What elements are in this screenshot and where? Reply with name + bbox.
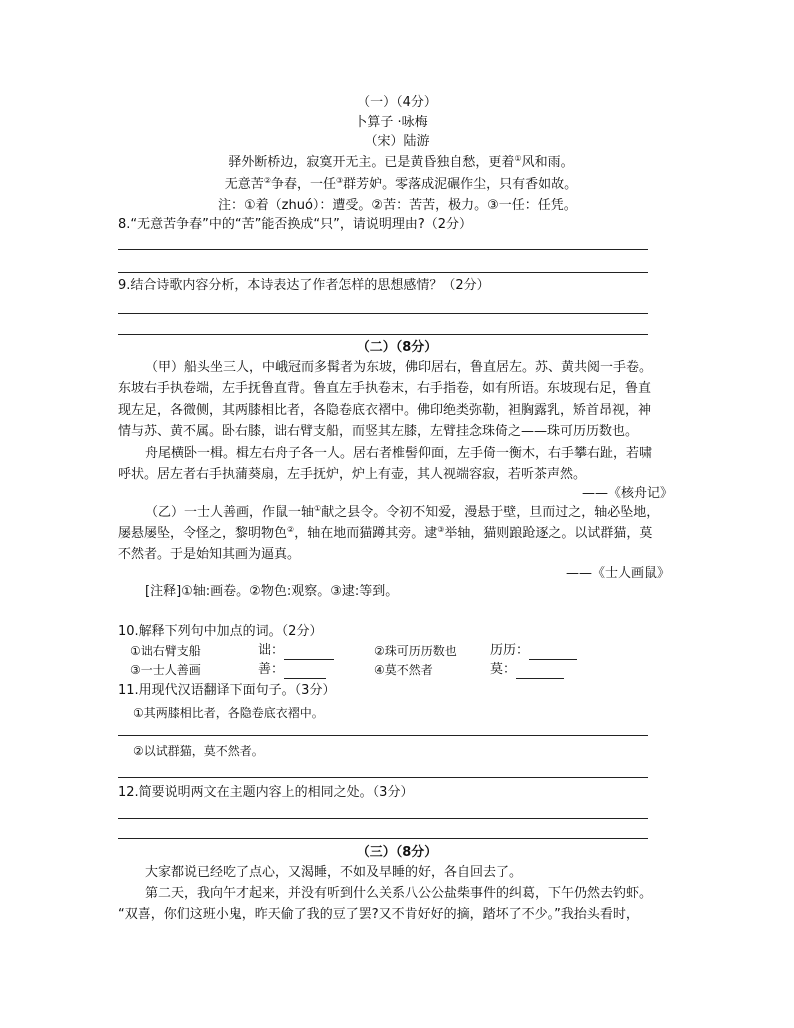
section-3-header: （三）（8分） — [356, 845, 438, 860]
footnote-marker: ③ — [336, 176, 344, 185]
passage-line: 屡悬屡坠，令怪之，黎明物色②，轴在地而猫蹲其旁。逮③举轴，猫则踉跄逐之。以试群猫，莫 — [118, 525, 653, 541]
poem-line-2: 无意苦②争春，一任③群芳妒。零落成泥碾作尘，只有香如故。 — [224, 176, 578, 192]
answer-line[interactable] — [118, 818, 648, 819]
question-10: 10.解释下列句中加点的词。（2分） — [118, 624, 323, 639]
answer-blank[interactable] — [529, 645, 577, 660]
answer-blank[interactable] — [516, 664, 564, 679]
q10-word: 善： — [258, 661, 326, 679]
poem-line-1: 驿外断桥边，寂寞开无主。已是黄昏独自愁，更着①风和雨。 — [228, 154, 574, 170]
q10-word: 诎： — [258, 642, 334, 660]
question-12: 12.简要说明两文在主题内容上的相同之处。（3分） — [118, 785, 414, 800]
question-11: 11.用现代汉语翻译下面句子。（3分） — [118, 683, 336, 698]
passage-line: （甲）船头坐三人，中峨冠而多髯者为东坡，佛印居右，鲁直居左。苏、黄共阅一手卷。 — [145, 360, 653, 375]
q10-word: 莫： — [490, 661, 564, 679]
passage-line: 舟尾横卧一楫。楫左右舟子各一人。居右者椎髻仰面，左手倚一衡木，右手攀右趾，若啸 — [145, 446, 653, 461]
q11-sentence: ①其两膝相比者，各隐卷底衣褶中。 — [133, 706, 324, 720]
question-8: 8.“无意苦争春”中的“苦”能否换成“只”，请说明理由?（2分） — [118, 217, 472, 232]
answer-line[interactable] — [118, 272, 648, 273]
source-citation: ——《核舟记》 — [582, 486, 674, 501]
passage-note: [注释]①轴:画卷。②物色:观察。③逮:等到。 — [145, 584, 399, 599]
q10-sentence: ②珠可历历数也 — [374, 644, 457, 658]
section-2-header: （二）（8分） — [356, 340, 438, 355]
passage-line: （乙）一士人善画，作鼠一轴①献之县令。令初不知爱，漫悬于壁，旦而过之，轴必坠地， — [145, 504, 660, 520]
footnote-marker: ① — [314, 504, 322, 513]
answer-line[interactable] — [118, 777, 648, 778]
poem-note: 注：①着（zhuó）：遭受。②苦：苦苦，极力。③一任：任凭。 — [218, 198, 577, 213]
footnote-marker: ③ — [437, 525, 445, 534]
passage-line: 情与苏、黄不属。卧右膝，诎右臂支船，而竖其左膝，左臂挂念珠倚之——珠可历历数也。 — [118, 424, 639, 439]
question-9: 9.结合诗歌内容分析，本诗表达了作者怎样的思想感情？（2分） — [118, 278, 490, 293]
answer-line[interactable] — [118, 838, 648, 839]
poem-author: （宋）陆游 — [364, 134, 430, 149]
answer-line[interactable] — [118, 313, 648, 314]
passage-line: 大家都说已经吃了点心，又渴睡，不如及早睡的好，各自回去了。 — [145, 865, 523, 880]
footnote-marker: ② — [287, 525, 295, 534]
answer-blank[interactable] — [284, 645, 334, 660]
q10-word: 历历： — [490, 642, 577, 660]
passage-line: 不然者。于是始知其画为逼真。 — [118, 547, 301, 562]
passage-line: 呼状。居左者右手执蒲葵扇，左手抚炉，炉上有壶，其人视端容寂，若听茶声然。 — [118, 467, 587, 482]
section-1-header: （一）（4分） — [357, 95, 437, 110]
answer-line[interactable] — [118, 735, 648, 736]
q10-sentence: ①诎右臂支船 — [130, 644, 201, 658]
q10-sentence: ③一士人善画 — [130, 663, 201, 677]
answer-blank[interactable] — [284, 664, 326, 679]
footnote-marker: ② — [263, 176, 271, 185]
answer-line[interactable] — [118, 249, 648, 250]
source-citation: ——《士人画鼠》 — [566, 566, 671, 581]
answer-line[interactable] — [118, 334, 648, 335]
q10-sentence: ④莫不然者 — [374, 663, 433, 677]
passage-line: 第二天，我向午才起来，并没有听到什么关系八公公盐柴事件的纠葛，下午仍然去钓虾。 — [145, 886, 653, 901]
footnote-marker: ① — [514, 154, 522, 163]
passage-line: 东坡右手执卷端，左手抚鲁直背。鲁直左手执卷末，右手指卷，如有所语。东坡现右足，鲁直 — [118, 381, 652, 396]
passage-line: “双喜，你们这班小鬼，昨天偷了我的豆了罢?又不肯好好的摘，踏坏了不少。”我抬头看时， — [118, 907, 639, 922]
poem-title: 卜算子 ·咏梅 — [354, 115, 428, 130]
q11-sentence: ②以试群猫，莫不然者。 — [133, 744, 264, 758]
passage-line: 现左足，各微侧，其两膝相比者，各隐卷底衣褶中。佛印绝类弥勒，袒胸露乳，矫首昂视，神 — [118, 403, 652, 418]
